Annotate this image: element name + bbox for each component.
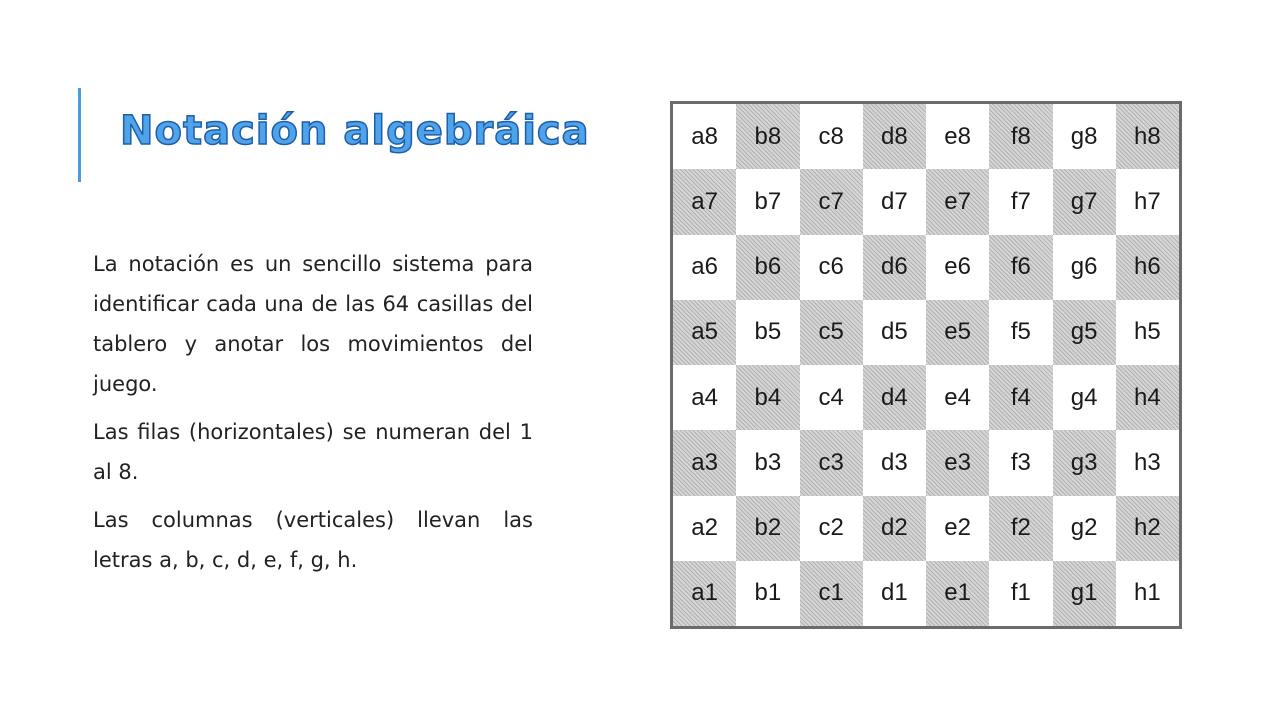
square-h6: h6	[1116, 235, 1179, 300]
square-a3: a3	[673, 430, 736, 495]
square-f1: f1	[989, 561, 1052, 626]
square-g2: g2	[1053, 496, 1116, 561]
square-d3: d3	[863, 430, 926, 495]
square-c5: c5	[800, 300, 863, 365]
paragraph-rows: Las filas (horizontales) se numeran del 1 al 8.	[93, 420, 533, 484]
square-f3: f3	[989, 430, 1052, 495]
square-a4: a4	[673, 365, 736, 430]
square-a1: a1	[673, 561, 736, 626]
square-g1: g1	[1053, 561, 1116, 626]
square-f2: f2	[989, 496, 1052, 561]
square-b2: b2	[736, 496, 799, 561]
slide-title: Notación algebráica	[120, 108, 590, 154]
square-h7: h7	[1116, 169, 1179, 234]
square-g5: g5	[1053, 300, 1116, 365]
square-b6: b6	[736, 235, 799, 300]
paragraph-notation: La notación es un sencillo sistema para identificar cada una de las 64 casillas del tablero y anotar los movimientos del juego.	[93, 252, 533, 396]
square-c1: c1	[800, 561, 863, 626]
square-h2: h2	[1116, 496, 1179, 561]
square-h3: h3	[1116, 430, 1179, 495]
square-e1: e1	[926, 561, 989, 626]
square-c2: c2	[800, 496, 863, 561]
square-g6: g6	[1053, 235, 1116, 300]
square-a6: a6	[673, 235, 736, 300]
chessboard-diagram	[670, 101, 1182, 629]
square-e6: e6	[926, 235, 989, 300]
square-c3: c3	[800, 430, 863, 495]
square-e7: e7	[926, 169, 989, 234]
square-f8: f8	[989, 104, 1052, 169]
square-b3: b3	[736, 430, 799, 495]
square-d4: d4	[863, 365, 926, 430]
paragraph-columns: Las columnas (verticales) llevan las letras a, b, c, d, e, f, g, h.	[93, 508, 533, 572]
square-d1: d1	[863, 561, 926, 626]
square-a7: a7	[673, 169, 736, 234]
square-f5: f5	[989, 300, 1052, 365]
square-g7: g7	[1053, 169, 1116, 234]
square-a5: a5	[673, 300, 736, 365]
square-a2: a2	[673, 496, 736, 561]
square-b8: b8	[736, 104, 799, 169]
square-c8: c8	[800, 104, 863, 169]
square-h4: h4	[1116, 365, 1179, 430]
square-h8: h8	[1116, 104, 1179, 169]
square-c7: c7	[800, 169, 863, 234]
square-d8: d8	[863, 104, 926, 169]
square-e3: e3	[926, 430, 989, 495]
square-e2: e2	[926, 496, 989, 561]
square-b7: b7	[736, 169, 799, 234]
square-d5: d5	[863, 300, 926, 365]
square-g8: g8	[1053, 104, 1116, 169]
square-b5: b5	[736, 300, 799, 365]
square-c4: c4	[800, 365, 863, 430]
square-g3: g3	[1053, 430, 1116, 495]
square-g4: g4	[1053, 365, 1116, 430]
square-a8: a8	[673, 104, 736, 169]
square-d7: d7	[863, 169, 926, 234]
square-h5: h5	[1116, 300, 1179, 365]
square-e4: e4	[926, 365, 989, 430]
slide-body	[93, 244, 533, 588]
title-accent-bar	[78, 88, 81, 182]
square-b4: b4	[736, 365, 799, 430]
square-d2: d2	[863, 496, 926, 561]
square-d6: d6	[863, 235, 926, 300]
square-e5: e5	[926, 300, 989, 365]
square-e8: e8	[926, 104, 989, 169]
square-f6: f6	[989, 235, 1052, 300]
square-h1: h1	[1116, 561, 1179, 626]
square-c6: c6	[800, 235, 863, 300]
square-b1: b1	[736, 561, 799, 626]
square-f7: f7	[989, 169, 1052, 234]
square-f4: f4	[989, 365, 1052, 430]
